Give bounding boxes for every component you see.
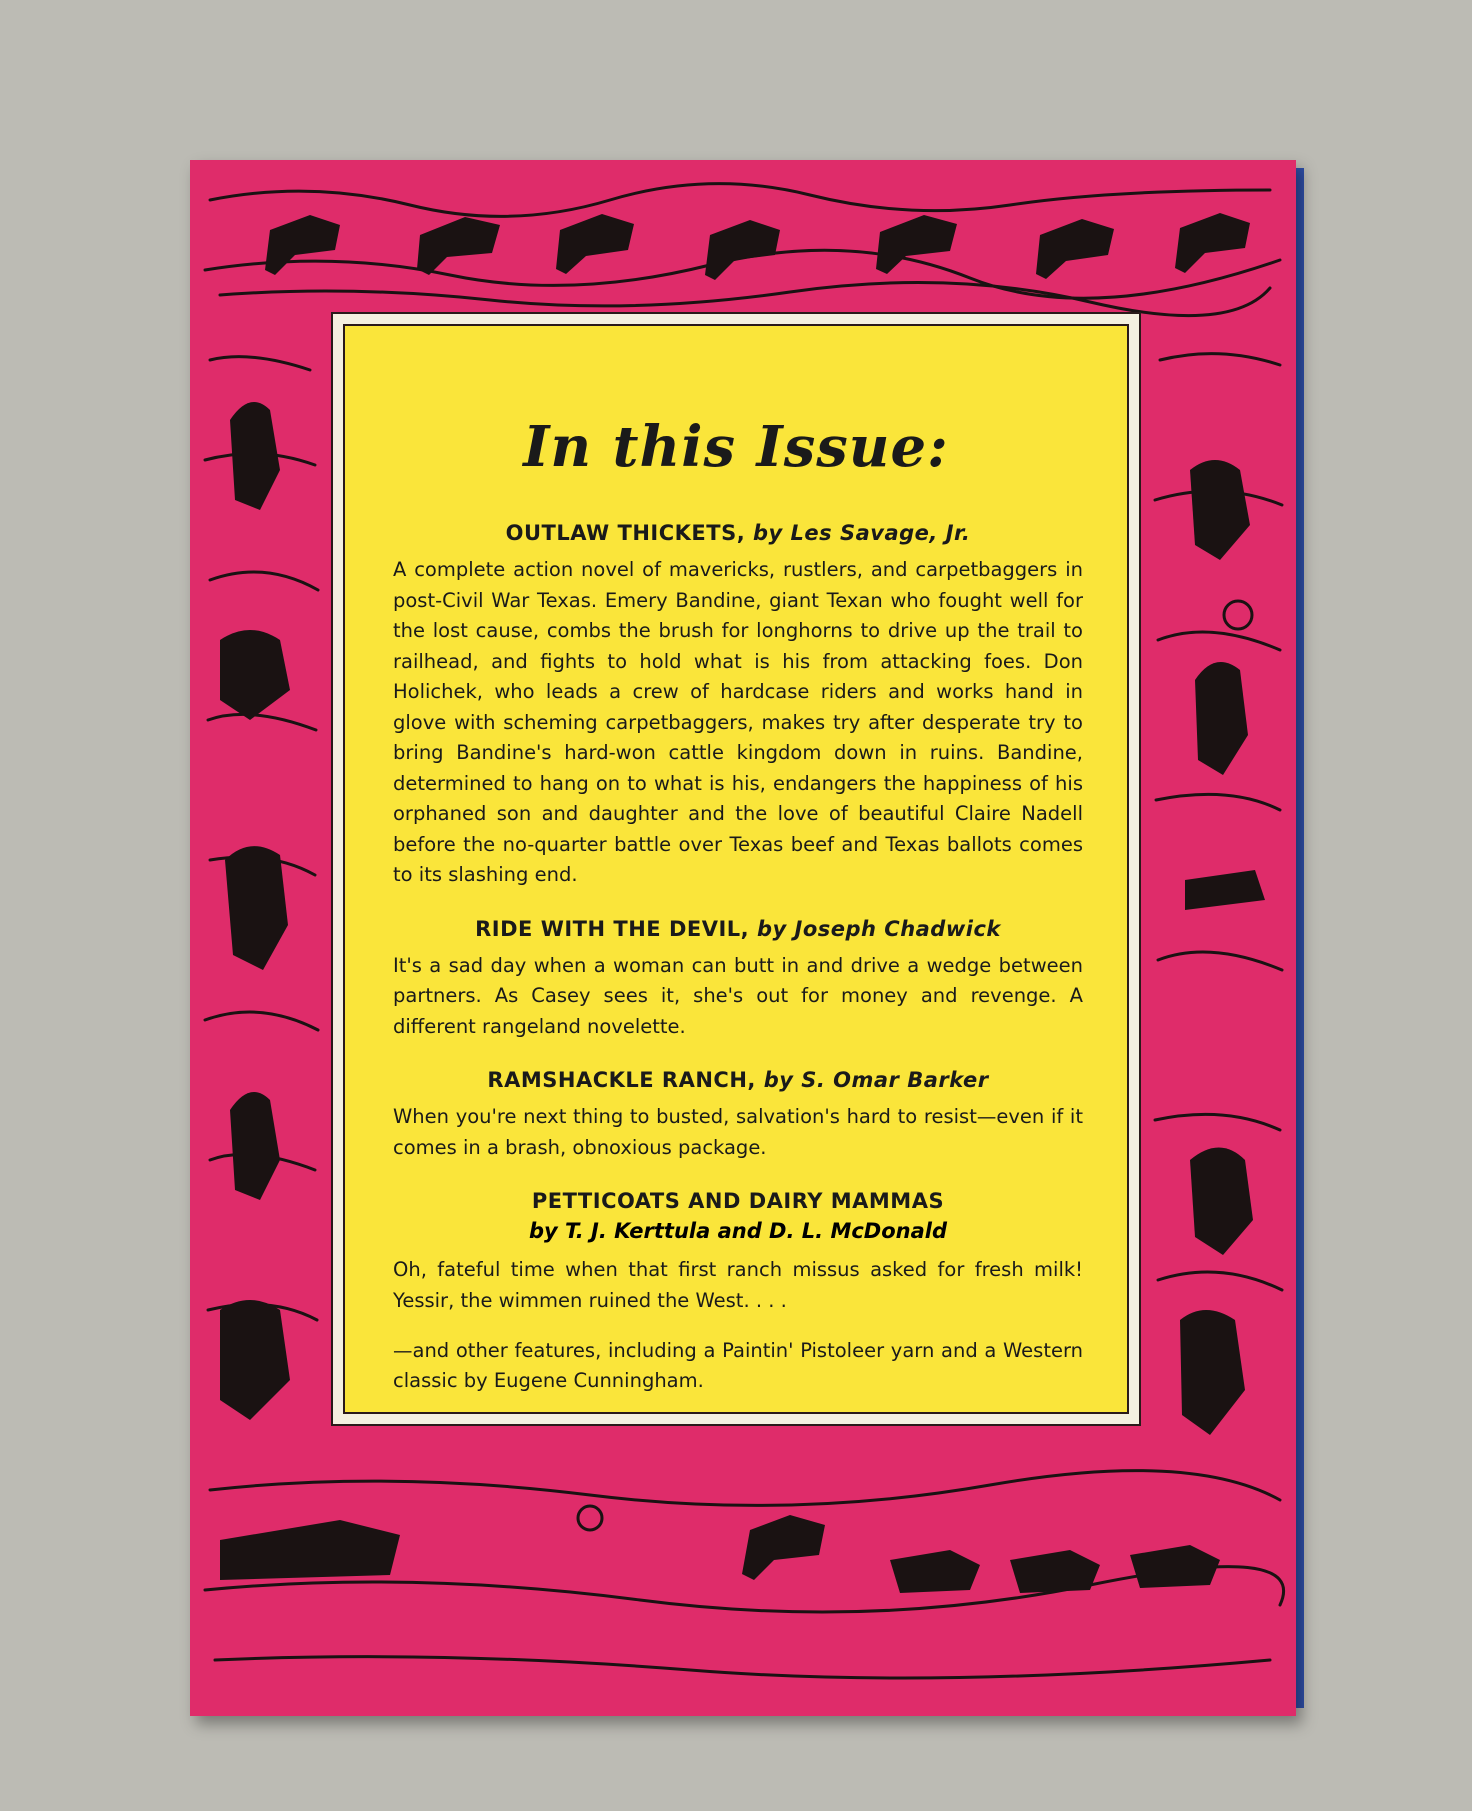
contents-panel-frame	[331, 312, 1141, 1426]
contents-panel	[343, 324, 1129, 1414]
story-title-text: PETTICOATS AND DAIRY MAMMAS	[531, 1189, 945, 1213]
story-title	[393, 521, 1083, 545]
story-author: by T. J. Kerttula and D. L. McDonald	[528, 1219, 948, 1243]
magazine-back-cover	[190, 160, 1296, 1716]
story-author: by Joseph Chadwick	[756, 916, 1001, 941]
book-spine-edge	[1296, 168, 1304, 1708]
story-title-text: OUTLAW THICKETS,	[505, 521, 746, 545]
story-author: by Les Savage, Jr.	[753, 521, 971, 545]
story-item	[393, 521, 1083, 891]
other-features: —and other features, including a Paintin' Pistoleer yarn and a Western classic by Eugene Cunningham.	[393, 1338, 1083, 1392]
story-description: When you're next thing to busted, salvation's hard to resist—even if it comes in a brash, obnoxious package.	[393, 1105, 1083, 1159]
story-list	[393, 521, 1083, 1416]
story-title-text: RAMSHACKLE RANCH,	[487, 1068, 756, 1092]
story-title	[393, 917, 1083, 941]
story-item	[393, 1068, 1083, 1163]
story-item	[393, 1189, 1083, 1316]
story-author: by S. Omar Barker	[763, 1068, 989, 1092]
story-description: It's a sad day when a woman can butt in and drive a wedge between partners. As Casey sees it, she's out for money and revenge. A different rangeland novelette.	[393, 953, 1083, 1038]
story-title	[393, 1068, 1083, 1092]
issue-heading: In this Issue:	[523, 414, 949, 480]
story-title-text: RIDE WITH THE DEVIL,	[475, 916, 750, 941]
story-item	[393, 917, 1083, 1043]
story-description: A complete action novel of mavericks, rustlers, and carpetbaggers in post-Civil War Texas. Emery Bandine, giant Texan who fought well for the lost cause, combs the brush for longhorns to drive up the trail to railhead, and fights to hold what is his from attacking foes. Don Holichek, who leads a crew of hardcase riders and works hand in glove with scheming carpetbaggers, makes try after desperate try to bring Bandine's hard-won cattle kingdom down in ruins. Bandine, determined to hang on to what is his, endangers the happiness of his orphaned son and daughter and the love of beautiful Claire Nadell before the no-quarter battle over Texas beef and Texas ballots comes to its slashing end.	[393, 558, 1083, 886]
story-description: Oh, fateful time when that first ranch missus asked for fresh milk! Yessir, the wimmen ruined the West. . . .	[393, 1258, 1083, 1312]
